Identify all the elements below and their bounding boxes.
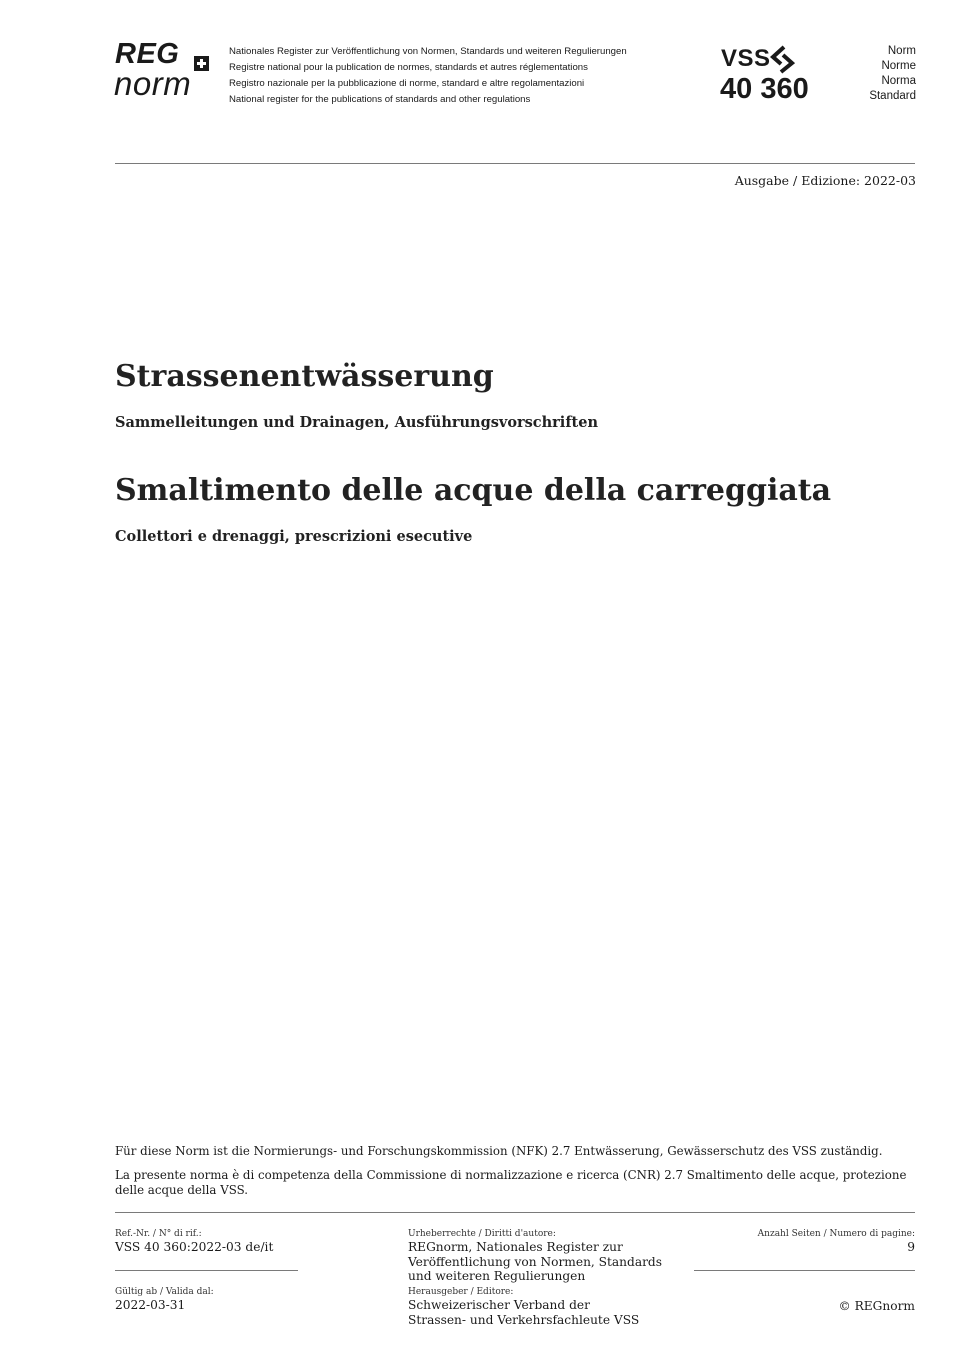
reference-block: [115, 1228, 273, 1255]
norm-label-it: Norma: [881, 75, 916, 87]
subtitle-italian: Collettori e drenaggi, prescrizioni esecutive: [115, 528, 473, 545]
validity-value: 2022-03-31: [115, 1298, 186, 1312]
swiss-cross-icon: [194, 56, 209, 71]
responsibility-italian: La presente norma è di competenza della Commissione di normalizzazione e ricerca (CNR) 2.7 Smaltimento delle acque, protezione delle acque della VSS.: [115, 1168, 907, 1197]
validity-label: Gültig ab / Valida dal:: [115, 1287, 214, 1297]
title-german: Strassenentwässerung: [115, 359, 494, 394]
vss-logo-text: VSS: [721, 45, 771, 72]
reference-label: Ref.-Nr. / N° di rif.:: [115, 1229, 202, 1239]
header-divider: [115, 163, 915, 164]
title-italian: Smaltimento delle acque della carreggiata: [115, 473, 832, 508]
register-line-it: Registro nazionale per la pubblicazione di norme, standard e altre regolamentazioni: [229, 78, 585, 89]
register-line-en: National register for the publications of standards and other regulations: [229, 94, 531, 105]
copyright-line: und weiteren Regulierungen: [408, 1269, 586, 1283]
regnorm-logo-reg: REG: [115, 38, 180, 70]
copyright-block: [408, 1228, 662, 1284]
standard-number: 40 360: [720, 73, 809, 105]
publisher-label: Herausgeber / Editore:: [408, 1287, 514, 1297]
footer-divider: [115, 1212, 915, 1213]
publisher-line: Strassen- und Verkehrsfachleute VSS: [408, 1312, 640, 1327]
page-count-value: 9: [907, 1240, 915, 1254]
subtitle-german: Sammelleitungen und Drainagen, Ausführungsvorschriften: [115, 414, 599, 431]
register-description: [229, 44, 627, 108]
reference-underline: [115, 1270, 298, 1271]
responsibility-german: Für diese Norm ist die Normierungs- und Forschungskommission (NFK) 2.7 Entwässerung, Gewässerschutz des VSS zuständig.: [115, 1144, 883, 1158]
copyright-notice: © REGnorm: [838, 1299, 915, 1313]
page-count-block: [758, 1228, 915, 1255]
page-count-label: Anzahl Seiten / Numero di pagine:: [757, 1229, 915, 1239]
norm-type-labels: [869, 44, 916, 104]
validity-block: [115, 1286, 214, 1313]
copyright-line: REGnorm, Nationales Register zur: [408, 1240, 623, 1254]
norm-label-de: Norm: [887, 45, 916, 57]
publisher-block: [408, 1286, 639, 1327]
page-count-underline: [694, 1270, 915, 1271]
reference-value: VSS 40 360:2022-03 de/it: [115, 1240, 274, 1254]
edition-date: Ausgabe / Edizione: 2022-03: [734, 173, 916, 188]
register-line-fr: Registre national pour la publication de normes, standards et autres réglementations: [229, 62, 588, 73]
copyright-label: Urheberrechte / Diritti d'autore:: [408, 1229, 556, 1239]
register-line-de: Nationales Register zur Veröffentlichung von Normen, Standards und weiteren Regulierungen: [229, 46, 627, 57]
copyright-line: Veröffentlichung von Normen, Standards: [408, 1254, 662, 1269]
norm-label-en: Standard: [869, 90, 916, 102]
norm-label-fr: Norme: [881, 60, 916, 72]
vss-arrow-icon: [768, 44, 798, 74]
regnorm-logo-norm: norm: [114, 65, 192, 102]
publisher-line: Schweizerischer Verband der: [408, 1298, 590, 1312]
